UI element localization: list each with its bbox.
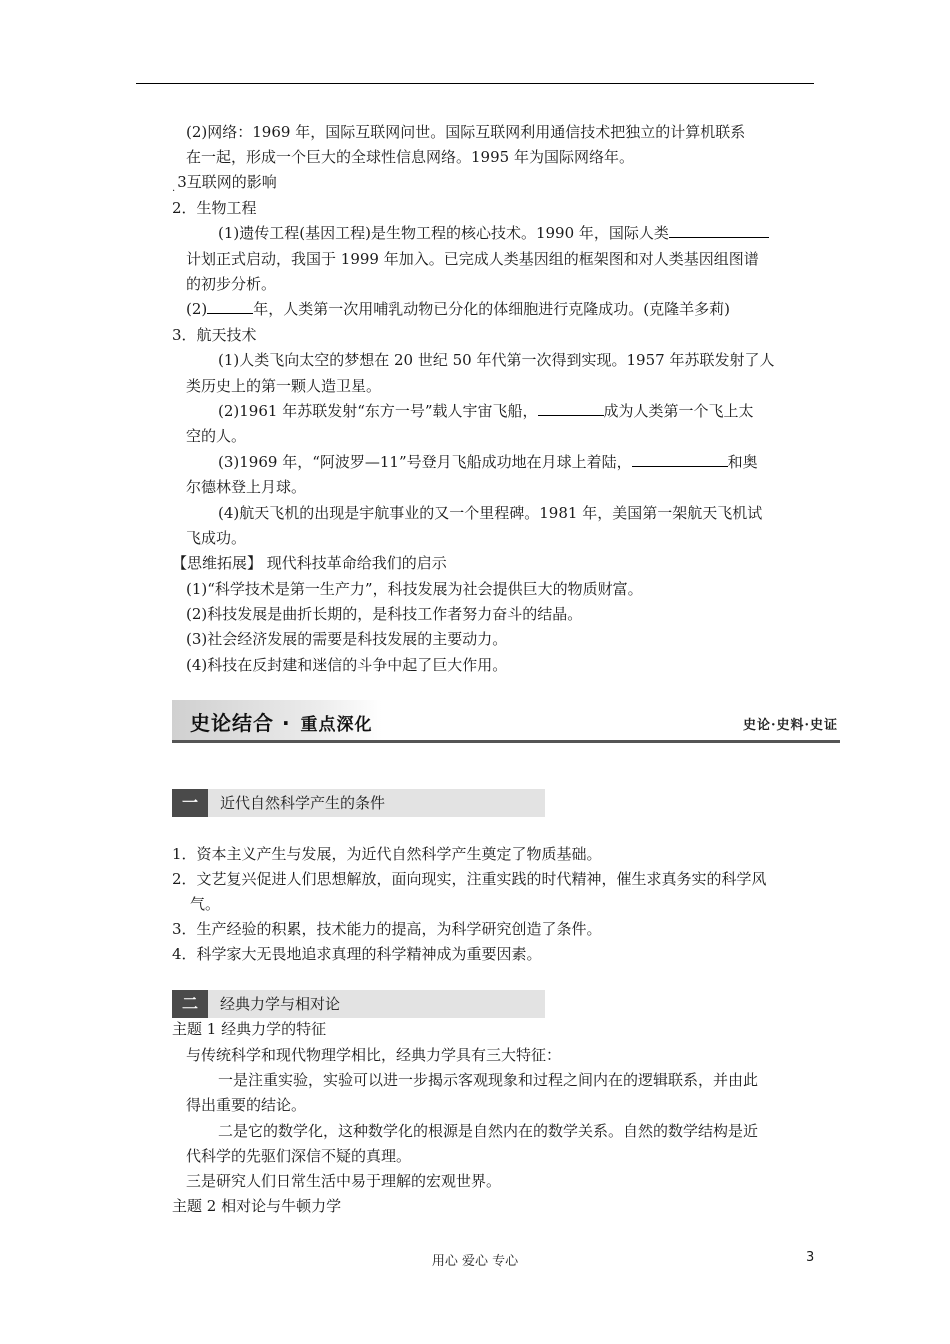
footer-motto: 用心 爱心 专心 [431, 1254, 519, 1269]
section-header-1 [172, 789, 545, 817]
text-line: 的初步分析。 [186, 275, 277, 293]
text-line: (2)网络：1969 年，国际互联网问世。国际互联网利用通信技术把独立的计算机联系 [186, 123, 746, 141]
text-line: 三是研究人们日常生活中易于理解的宏观世界。 [186, 1172, 502, 1190]
text-line: 与传统科学和现代物理学相比，经典力学具有三大特征： [186, 1046, 562, 1064]
banner-rule [172, 740, 840, 743]
fill-blank [669, 222, 769, 238]
text-line: 一是注重实验，实验可以进一步揭示客观现象和过程之间内在的逻辑联系，并由此 [218, 1071, 759, 1089]
section-title: 近代自然科学产生的条件 [220, 794, 386, 812]
text-line: 尔德林登上月球。 [186, 478, 307, 496]
text-line: $_.$ 3互联网的影响 [172, 173, 277, 194]
section-number: 一 [172, 789, 208, 817]
header-rule [136, 83, 814, 84]
topic-heading: 主题 2 相对论与牛顿力学 [172, 1197, 342, 1215]
topic-heading: 主题 1 经典力学的特征 [172, 1020, 327, 1038]
list-item: 2．文艺复兴促进人们思想解放，面向现实，注重实践的时代精神，催生求真务实的科学风 [172, 870, 767, 888]
text-line: 得出重要的结论。 [186, 1096, 307, 1114]
subheading: 3．航天技术 [172, 326, 257, 344]
banner-tagline: 史论·史料·史证 [742, 718, 838, 733]
text-line: 空的人。 [186, 427, 247, 445]
section-number: 二 [172, 990, 208, 1018]
text-line: 代科学的先驱们深信不疑的真理。 [186, 1147, 412, 1165]
extension-heading: 【思维拓展】 现代科技革命给我们的启示 [172, 554, 447, 572]
list-item: 4．科学家大无畏地追求真理的科学精神成为重要因素。 [172, 945, 542, 963]
section-header-2 [172, 990, 545, 1018]
section-title: 经典力学与相对论 [220, 995, 341, 1013]
text-line: (2) 年，人类第一次用哺乳动物已分化的体细胞进行克隆成功。(克隆羊多莉) [186, 300, 730, 318]
text-line: (1)遗传工程(基因工程)是生物工程的核心技术。1990 年，国际人类 [218, 222, 769, 244]
text-line: (3)1969 年，“阿波罗—11”号登月飞船成功地在月球上着陆， 和奥 [218, 453, 758, 471]
text-line: (2)1961 年苏联发射“东方一号”载人宇宙飞船， 成为人类第一个飞上太 [218, 402, 754, 420]
text-line: 飞成功。 [186, 529, 247, 547]
banner-title: 史论结合 · 重点深化 [190, 711, 373, 735]
text-line: (3)社会经济发展的需要是科技发展的主要动力。 [186, 630, 508, 648]
list-item: 1．资本主义产生与发展，为近代自然科学产生奠定了物质基础。 [172, 845, 602, 863]
section-banner [172, 700, 840, 744]
list-item: 3．生产经验的积累，技术能力的提高，为科学研究创造了条件。 [172, 920, 602, 938]
list-item: 气。 [190, 895, 221, 913]
text-line: 类历史上的第一颗人造卫星。 [186, 377, 382, 395]
text-line: (4)航天飞机的出现是宇航事业的又一个里程碑。1981 年，美国第一架航天飞机试 [218, 504, 763, 522]
text-line: (1)“科学技术是第一生产力”，科技发展为社会提供巨大的物质财富。 [186, 580, 643, 598]
subheading: 2．生物工程 [172, 199, 257, 217]
text-line: (1)人类飞向太空的梦想在 20 世纪 50 年代第一次得到实现。1957 年苏联发射了人 [218, 351, 775, 369]
fill-blank [538, 400, 604, 416]
text-line: 计划正式启动，我国于 1999 年加入。已完成人类基因组的框架图和对人类基因组图谱 [186, 250, 759, 268]
text-line: (4)科技在反封建和迷信的斗争中起了巨大作用。 [186, 656, 508, 674]
page-number: 3 [806, 1250, 815, 1265]
fill-blank [207, 298, 253, 314]
text-line: 在一起，形成一个巨大的全球性信息网络。1995 年为国际网络年。 [186, 148, 634, 166]
text-line: 二是它的数学化，这种数学化的根源是自然内在的数学关系。自然的数学结构是近 [218, 1122, 759, 1140]
text-line: (2)科技发展是曲折长期的，是科技工作者努力奋斗的结晶。 [186, 605, 583, 623]
fill-blank [632, 451, 728, 467]
